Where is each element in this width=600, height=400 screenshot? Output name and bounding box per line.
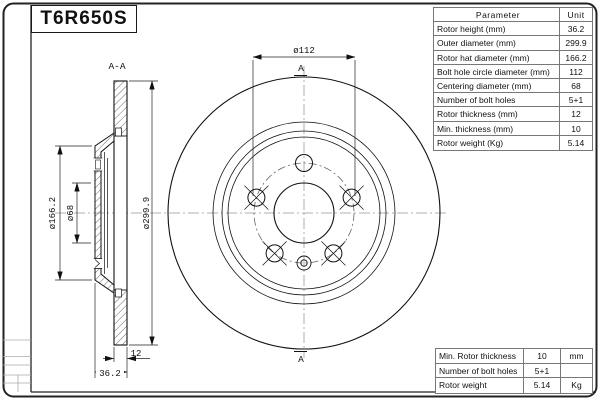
param-value: 299.9 [560, 36, 592, 50]
section-marker-bottom: A [298, 354, 304, 365]
section-view [48, 61, 158, 379]
summary-table [435, 348, 593, 394]
section-marker-ticks [294, 76, 307, 352]
param-value: 112 [560, 65, 592, 79]
part-number: T6R650S [40, 8, 128, 29]
param-value: 12 [560, 107, 592, 121]
param-value: 36.2 [560, 22, 592, 36]
param-name: Rotor weight (Kg) [434, 136, 560, 150]
title-block-grid-cropped [3, 340, 31, 392]
summary-value: 10 [524, 349, 561, 364]
section-bolt-hole [94, 158, 102, 171]
param-value: 5+1 [560, 93, 592, 107]
section-label: A-A [108, 61, 126, 72]
disc-groove-top [116, 128, 122, 136]
section-set-screw-hole [94, 259, 102, 269]
param-name: Rotor thickness (mm) [434, 107, 560, 121]
summary-unit: Kg [571, 380, 582, 391]
param-value: 166.2 [560, 51, 592, 65]
param-header-name: Parameter [434, 8, 560, 22]
param-name: Min. thickness (mm) [434, 122, 560, 136]
dim-hat-diameter: ø166.2 [48, 196, 58, 230]
param-name: Bolt hole circle diameter (mm) [434, 65, 560, 79]
param-name: Number of bolt holes [434, 93, 560, 107]
dim-outer-diameter: ø299.9 [142, 196, 152, 230]
summary-name: Min. Rotor thickness [436, 349, 524, 364]
dim-rotor-thickness: 12 [130, 349, 142, 359]
dim-rotor-height: 36.2 [99, 369, 121, 379]
summary-unit: mm [561, 349, 592, 364]
dim-centering-diameter: ø68 [66, 204, 76, 222]
summary-unit [561, 364, 592, 379]
summary-value: 5+1 [524, 364, 561, 379]
param-name: Rotor hat diameter (mm) [434, 51, 560, 65]
part-number-box [31, 5, 137, 33]
summary-name: Number of bolt holes [436, 364, 524, 379]
param-name: Outer diameter (mm) [434, 36, 560, 50]
param-value: 10 [560, 122, 592, 136]
parameter-table [433, 7, 593, 151]
dim-bolt-circle: ø112 [293, 46, 315, 56]
param-name: Centering diameter (mm) [434, 79, 560, 93]
section-marker-top: A [298, 63, 304, 74]
disc-hatch-bottom [114, 290, 127, 345]
param-value: 5.14 [567, 137, 585, 148]
param-value: 68 [560, 79, 592, 93]
disc-groove-bottom [116, 289, 122, 297]
summary-name: Rotor weight [436, 378, 524, 393]
param-header-unit: Unit [560, 8, 592, 22]
param-name: Rotor height (mm) [434, 22, 560, 36]
summary-value: 5.14 [524, 378, 561, 393]
